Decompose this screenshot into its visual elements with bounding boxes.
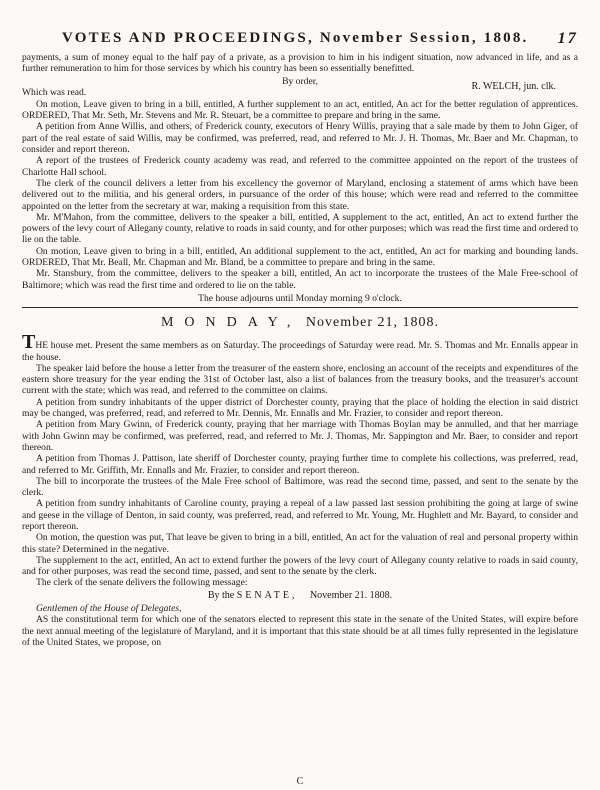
monday-entry: On motion, the question was put, That leave be given to bring in a bill, entitled, An act for the valuation of real and personal property within this state? Determined in the negative. <box>22 532 578 555</box>
adjournment-line: The house adjourns until Monday morning 9 o'clock. <box>198 292 402 304</box>
senate-message-heading <box>22 590 578 601</box>
order-line: By order, <box>282 75 318 87</box>
page-number: 17 <box>557 30 578 47</box>
senate-message-text: AS the constitutional term for which one of the senators elected to represent this state in the senate of the United States, will expire before the next annual meeting of the legislature of Maryland, and it is important that this state should be at all times fully represented in the legislature of the United States, we propose, on <box>22 614 578 648</box>
monday-entry: The speaker laid before the house a letter from the treasurer of the eastern shore, enclosing an account of the receipts and expenditures of the eastern shore treasury for the year ending the 31st of October last, also a list of balances from the treasury books, and the treasurer's account current with the state; which was read, and referred to the committee on claims. <box>22 362 578 397</box>
monday-entry: The supplement to the act, entitled, An act to extend further the powers of the levy court of Allegany county relative to roads in said county, and for other purposes, was read the second time, passed, and sent to the senate by the clerk. <box>22 554 578 578</box>
day-heading <box>22 312 578 334</box>
day-heading-day: MONDAY, <box>160 315 302 331</box>
senate-by-the: By the <box>207 589 235 601</box>
saturday-entry: On motion, Leave given to bring in a bill, entitled, A further supplement to an act, entitled, An act for the better regulation of apprentices. ORDERED, That Mr. Seth, Mr. Stevens and Mr. R. Steuart, be a committee to prepare and bring in the same. <box>22 98 578 122</box>
section-divider <box>22 307 578 308</box>
document-body <box>22 52 578 648</box>
monday-opening-paragraph <box>22 331 578 363</box>
saturday-entry: A petition from Anne Willis, and others, of Frederick county, executors of Henry Willis, praying that a sale made by them to John Giger, of part of the real estate of said Willis, may be confirmed, was preferred, read, and referred to Mr. J. H. Thomas, Mr. Baer and Mr. Chapman, to consider and report thereon. <box>22 121 578 156</box>
page-header-title: VOTES AND PROCEEDINGS, November Session, 1808. <box>62 30 529 46</box>
day-heading-date: November 21, 1808. <box>305 315 439 331</box>
monday-entry: The bill to incorporate the trustees of the Male Free school of Baltimore, was read the second time, passed, and sent to the senate by the clerk. <box>22 475 578 499</box>
which-was-read: Which was read. <box>22 86 87 98</box>
saturday-entry: A report of the trustees of Frederick county academy was read, and referred to the committee appointed on the report of the trustees of Charlotte Hall school. <box>22 155 578 178</box>
clerk-signature: R. WELCH, jun. clk. <box>471 80 556 92</box>
monday-entry: A petition from Mary Gwinn, of Frederick county, praying that her marriage with Thomas Boylan may be annulled, and that her marriage with John Gwinn may be confirmed, was preferred, read, and referred to Mr. J. Thomas, Mr. Sappington and Mr. Baer, to consider and report thereon. <box>22 419 578 453</box>
saturday-entry: Mr. M'Mahon, from the committee, delivers to the speaker a bill, entitled, A supplement to the act, entitled, An act to extend further the powers of the levy court of Allegany county, relative to roads in said county, and for other purposes; which was read the first time and ordered to lie on the table. <box>22 211 578 246</box>
monday-entry: A petition from Thomas J. Pattison, late sheriff of Dorchester county, praying further time to complete his collections, was preferred, read, and referred to Mr. Griffith, Mr. Ennalls and Mr. Frazier, to consider and report thereon. <box>22 453 578 476</box>
running-head <box>62 30 578 52</box>
catchword: C <box>296 776 304 787</box>
monday-entry: A petition from sundry inhabitants of Caroline county, praying a repeal of a law passed last session prohibiting the going at large of swine and geese in the village of Denton, in said county, was preferred, read, and referred to Mr. Young, Mr. Hughlett and Mr. Bayard, to consider and report thereon. <box>22 498 578 532</box>
senate-message-date: November 21. 1808. <box>309 589 393 601</box>
monday-opening-text: HE house met. Present the same members as on Saturday. The proceedings of Saturday were read. Mr. S. Thomas and Mr. Ennalls appear in the house. <box>22 340 578 363</box>
drop-cap: T <box>22 331 36 354</box>
senate-salutation: Gentlemen of the House of Delegates, <box>36 603 182 615</box>
monday-entry: A petition from sundry inhabitants of the upper district of Dorchester county, praying that the place of holding the election in said district may be changed, was preferred, read, and referred to Mr. Dennis, Mr. Ennalls and Mr. Frazier, to consider and report thereon. <box>22 396 578 420</box>
saturday-entry: The clerk of the council delivers a letter from his excellency the governor of Maryland, enclosing a statement of arms which have been delivered out to the militia, and his general orders, in pursuance of the order of this house; which were read and referred to the committee appointed on the letter from the secretary at war, making a requisition from this state. <box>22 177 578 212</box>
senate-word: SENATE, <box>236 589 298 601</box>
saturday-entry: Mr. Stansbury, from the committee, delivers to the speaker a bill, entitled, An act to incorporate the trustees of the Male Free-school of Baltimore; which was read the first time and ordered to lie on the table. <box>22 268 578 291</box>
monday-entry: The clerk of the senate delivers the following message: <box>36 577 248 589</box>
carryover-paragraph: payments, a sum of money equal to the half pay of a private, as a provision to him in his indigent situation, now advanced in life, and as a further remuneration to him for those services by which his country has been so essentially benefitted. <box>22 52 578 75</box>
saturday-entry: On motion, Leave given to bring in a bill, entitled, An additional supplement to the act, entitled, An act for marking and bounding lands. ORDERED, That Mr. Beall, Mr. Chapman and Mr. Bland, be a committee to prepare and bring in the same. <box>22 245 578 269</box>
